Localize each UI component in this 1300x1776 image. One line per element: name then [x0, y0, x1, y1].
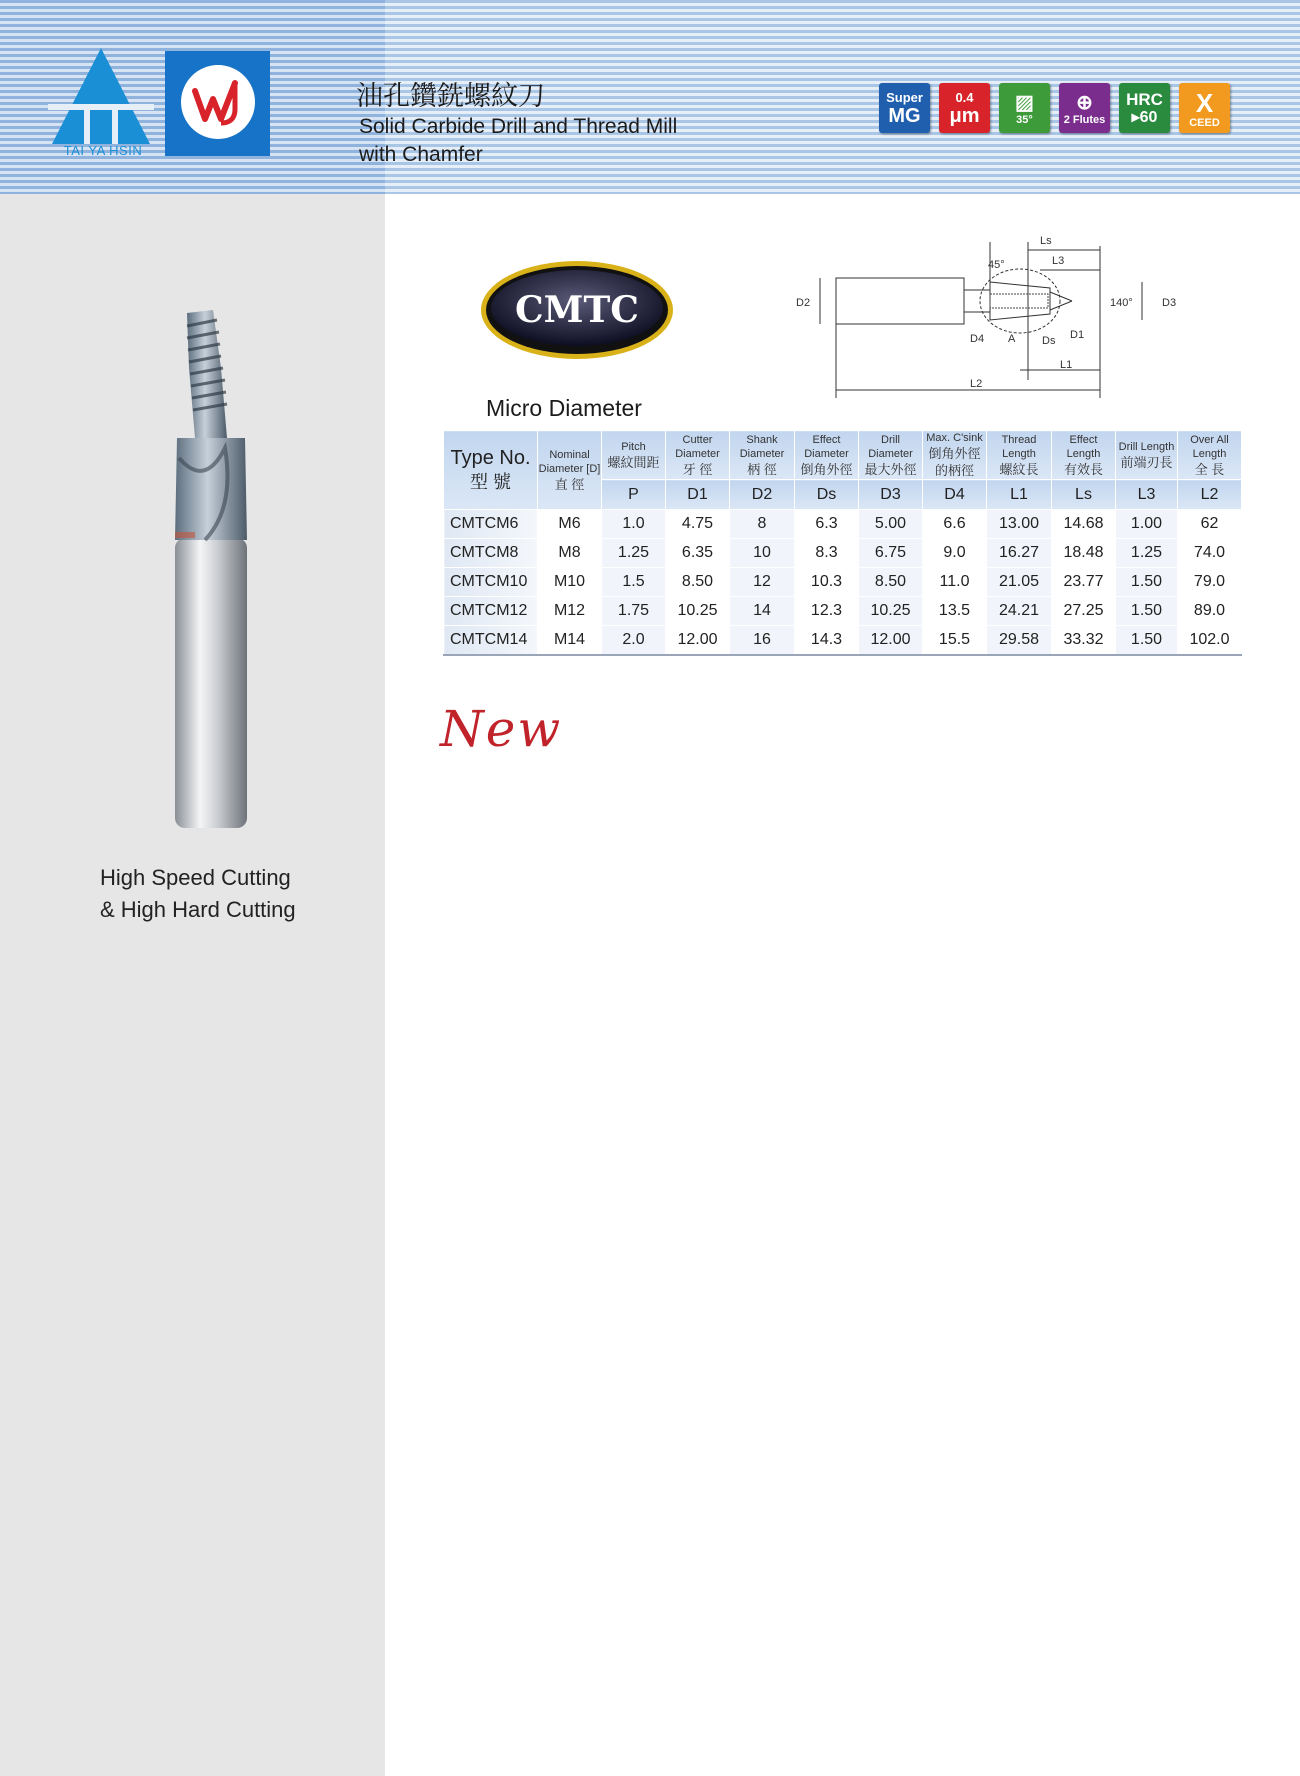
type-no-cell: CMTCM14: [444, 626, 538, 655]
table-cell: 10.25: [859, 597, 923, 626]
header-overall-length: Over All Length 全 長: [1178, 431, 1242, 480]
spec-table: [443, 430, 1242, 656]
micron-badge-icon: 0.4 μm: [939, 83, 990, 133]
table-row: [444, 568, 1242, 597]
table-cell: 1.00: [1116, 510, 1178, 539]
technical-drawing: [790, 230, 1190, 406]
hrc-badge-icon: HRC ▸60: [1119, 83, 1170, 133]
table-cell: 1.50: [1116, 597, 1178, 626]
table-cell: 1.25: [1116, 539, 1178, 568]
table-cell: 16: [730, 626, 795, 655]
table-cell: 1.5: [602, 568, 666, 597]
symbol-l1: L1: [987, 480, 1052, 510]
table-cell: 21.05: [987, 568, 1052, 597]
type-no-cell: CMTCM8: [444, 539, 538, 568]
header-effect-length: Effect Length 有效長: [1052, 431, 1116, 480]
table-cell: 33.32: [1052, 626, 1116, 655]
header-drill-length: Drill Length 前端刃長: [1116, 431, 1178, 480]
table-cell: 8.3: [795, 539, 859, 568]
table-cell: 6.75: [859, 539, 923, 568]
label-ls: Ls: [1040, 235, 1052, 247]
super-mg-badge-icon: Super MG: [879, 83, 930, 133]
subtitle-micro-diameter: Micro Diameter: [486, 395, 642, 421]
table-row: [444, 626, 1242, 655]
symbol-l2: L2: [1178, 480, 1242, 510]
table-cell: 14.68: [1052, 510, 1116, 539]
table-row: [444, 510, 1242, 539]
type-no-cell: CMTCM10: [444, 568, 538, 597]
header-type-no: Type No. 型 號: [444, 431, 538, 510]
table-row: [444, 539, 1242, 568]
feature-badges: [879, 83, 1230, 133]
flutes-badge-icon: ⊕ 2 Flutes: [1059, 83, 1110, 133]
symbol-ds: Ds: [795, 480, 859, 510]
helix-angle-badge-icon: ▨ 35°: [999, 83, 1050, 133]
table-cell: 4.75: [666, 510, 730, 539]
symbol-ls: Ls: [1052, 480, 1116, 510]
table-cell: 10.3: [795, 568, 859, 597]
table-cell: 8: [730, 510, 795, 539]
label-l3: L3: [1052, 255, 1065, 267]
table-cell: M10: [538, 568, 602, 597]
title-english-line1: Solid Carbide Drill and Thread Mill: [359, 115, 678, 138]
table-cell: 74.0: [1178, 539, 1242, 568]
new-label: New: [440, 700, 563, 758]
table-cell: 1.75: [602, 597, 666, 626]
partner-logo-icon: [165, 51, 270, 156]
table-cell: 29.58: [987, 626, 1052, 655]
title-english-line2: with Chamfer: [359, 143, 483, 166]
table-cell: 15.5: [923, 626, 987, 655]
table-cell: 12: [730, 568, 795, 597]
header-shank-diameter: Shank Diameter 柄 徑: [730, 431, 795, 480]
label-d4: D4: [970, 333, 985, 345]
header-effect-diameter: Effect Diameter 倒角外徑: [795, 431, 859, 480]
drill-tool-image: [165, 308, 260, 833]
symbol-p: P: [602, 480, 666, 510]
symbol-d1: D1: [666, 480, 730, 510]
symbol-l3: L3: [1116, 480, 1178, 510]
table-row: [444, 597, 1242, 626]
table-cell: 16.27: [987, 539, 1052, 568]
table-cell: 5.00: [859, 510, 923, 539]
cmtc-logo: [480, 260, 675, 360]
table-cell: 13.00: [987, 510, 1052, 539]
label-d1: D1: [1070, 329, 1085, 341]
table-cell: 6.6: [923, 510, 987, 539]
table-cell: 102.0: [1178, 626, 1242, 655]
table-cell: 62: [1178, 510, 1242, 539]
table-cell: M6: [538, 510, 602, 539]
table-cell: 1.50: [1116, 626, 1178, 655]
symbol-d2: D2: [730, 480, 795, 510]
table-cell: 10.25: [666, 597, 730, 626]
table-cell: 10: [730, 539, 795, 568]
table-cell: 13.5: [923, 597, 987, 626]
tagline: [100, 862, 296, 926]
brand-name: TAI YA HSIN: [63, 143, 143, 158]
header-nominal-diameter: Nominal Diameter [D] 直 徑: [538, 431, 602, 510]
brand-logo-icon: [48, 48, 154, 158]
table-cell: 6.3: [795, 510, 859, 539]
table-cell: 79.0: [1178, 568, 1242, 597]
type-no-cell: CMTCM12: [444, 597, 538, 626]
label-d3: D3: [1162, 297, 1177, 309]
header-pitch: Pitch 螺紋間距: [602, 431, 666, 480]
table-cell: 9.0: [923, 539, 987, 568]
table-cell: 8.50: [859, 568, 923, 597]
table-cell: 11.0: [923, 568, 987, 597]
header-drill-diameter: Drill Diameter 最大外徑: [859, 431, 923, 480]
table-cell: 12.3: [795, 597, 859, 626]
cmtc-logo-text: CMTC: [515, 289, 639, 331]
table-cell: 18.48: [1052, 539, 1116, 568]
header-cutter-diameter: Cutter Diameter 牙 徑: [666, 431, 730, 480]
header-thread-length: Thread Length 螺紋長: [987, 431, 1052, 480]
label-a: A: [1008, 333, 1016, 345]
symbol-d4: D4: [923, 480, 987, 510]
label-l1: L1: [1060, 359, 1073, 371]
label-angle45: 45°: [988, 259, 1005, 271]
symbol-d3: D3: [859, 480, 923, 510]
header-max-csink: Max. C'sink 倒角外徑的柄徑: [923, 431, 987, 480]
table-cell: 1.25: [602, 539, 666, 568]
table-cell: M14: [538, 626, 602, 655]
label-d2: D2: [796, 297, 811, 309]
label-ds: Ds: [1042, 335, 1056, 347]
table-cell: 14: [730, 597, 795, 626]
label-l2: L2: [970, 378, 983, 390]
type-no-cell: CMTCM6: [444, 510, 538, 539]
table-cell: M8: [538, 539, 602, 568]
table-cell: 1.50: [1116, 568, 1178, 597]
table-cell: 8.50: [666, 568, 730, 597]
label-angle140: 140°: [1110, 297, 1133, 309]
table-cell: 27.25: [1052, 597, 1116, 626]
table-cell: 14.3: [795, 626, 859, 655]
table-cell: 24.21: [987, 597, 1052, 626]
table-cell: 89.0: [1178, 597, 1242, 626]
xceed-badge-icon: X CEED: [1179, 83, 1230, 133]
title-chinese: 油孔鑽銑螺紋刀: [356, 81, 545, 112]
table-cell: M12: [538, 597, 602, 626]
table-cell: 23.77: [1052, 568, 1116, 597]
table-cell: 2.0: [602, 626, 666, 655]
tagline-line2: & High Hard Cutting: [100, 897, 296, 922]
table-cell: 6.35: [666, 539, 730, 568]
table-cell: 1.0: [602, 510, 666, 539]
table-cell: 12.00: [666, 626, 730, 655]
tagline-line1: High Speed Cutting: [100, 865, 291, 890]
table-cell: 12.00: [859, 626, 923, 655]
